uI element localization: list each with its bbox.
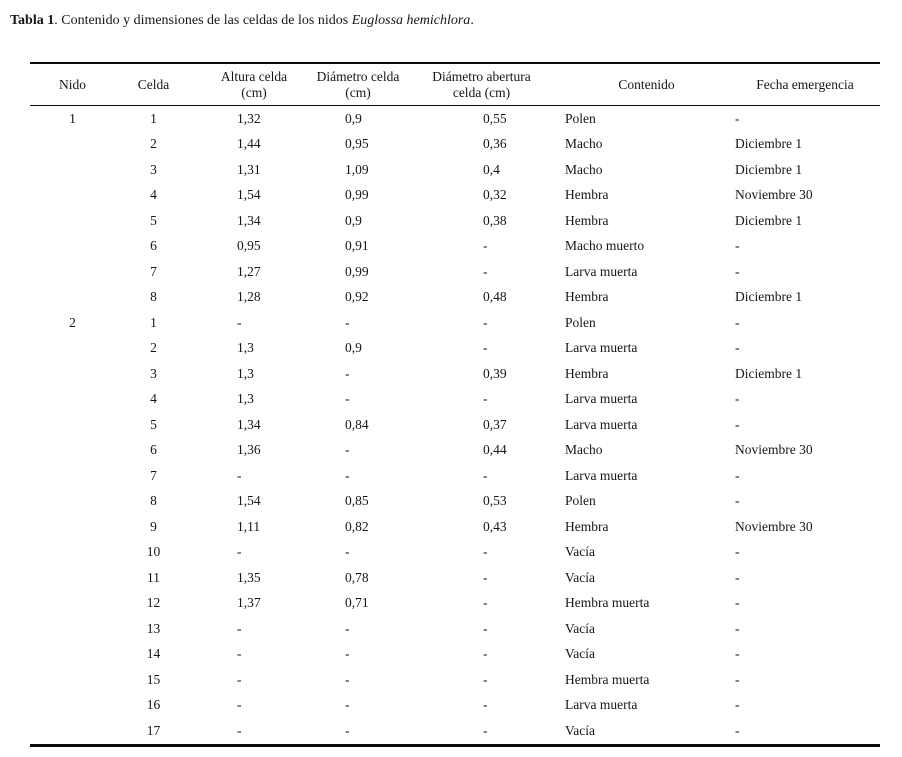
cell-abertura: - xyxy=(483,697,488,713)
cell-fecha: Diciembre 1 xyxy=(735,212,803,228)
cell-celda: 4 xyxy=(150,187,157,203)
cell-diametro: 0,78 xyxy=(345,569,369,585)
cell-contenido: Larva muerta xyxy=(565,697,638,713)
column-header-line: Diámetro celda xyxy=(316,68,400,84)
cell-altura: 1,27 xyxy=(237,263,261,279)
cell-altura: 1,28 xyxy=(237,289,261,305)
cell-altura: - xyxy=(237,671,242,687)
cell-celda: 7 xyxy=(150,467,157,483)
cell-abertura: 0,55 xyxy=(483,110,507,126)
cell-contenido: Hembra xyxy=(565,518,609,534)
cell-abertura: - xyxy=(483,544,488,560)
cell-celda: 14 xyxy=(146,646,161,662)
table-row xyxy=(30,616,880,642)
column-header-contenido xyxy=(563,63,730,106)
cell-diametro: 0,85 xyxy=(345,493,369,509)
cell-celda: 6 xyxy=(150,442,157,458)
cell-diametro: - xyxy=(345,365,350,381)
column-header-altura xyxy=(192,63,316,106)
cell-nido xyxy=(30,591,115,617)
cell-diametro: 0,99 xyxy=(345,187,369,203)
cell-diametro: - xyxy=(345,391,350,407)
column-header-fecha xyxy=(730,63,880,106)
cell-fecha: - xyxy=(735,416,740,432)
table-row xyxy=(30,234,880,260)
cell-celda: 15 xyxy=(146,671,161,687)
cell-fecha: Diciembre 1 xyxy=(735,365,803,381)
cell-diametro: 0,99 xyxy=(345,263,369,279)
cell-contenido: Macho muerto xyxy=(565,238,645,254)
cell-nido xyxy=(30,234,115,260)
table-row xyxy=(30,565,880,591)
cell-fecha: Noviembre 30 xyxy=(735,442,813,458)
cell-nido xyxy=(30,718,115,745)
cell-abertura: - xyxy=(483,238,488,254)
cell-fecha: - xyxy=(735,340,740,356)
cell-contenido: Hembra xyxy=(565,365,609,381)
cell-altura: 1,54 xyxy=(237,493,261,509)
cell-altura: 0,95 xyxy=(237,238,261,254)
cell-diametro: - xyxy=(345,620,350,636)
column-header-line: Fecha emergencia xyxy=(756,76,854,92)
cell-nido: 2 xyxy=(69,314,76,330)
table-row xyxy=(30,540,880,566)
cell-altura: - xyxy=(237,722,242,738)
table-row xyxy=(30,718,880,745)
cell-altura: 1,3 xyxy=(237,365,254,381)
cell-abertura: - xyxy=(483,671,488,687)
column-header-celda xyxy=(115,63,192,106)
cell-celda: 4 xyxy=(150,391,157,407)
cell-nido xyxy=(30,693,115,719)
table-header xyxy=(30,63,880,106)
cell-celda: 8 xyxy=(150,289,157,305)
cell-abertura: 0,38 xyxy=(483,212,507,228)
cell-celda: 16 xyxy=(146,697,161,713)
cell-celda: 1 xyxy=(150,314,157,330)
cell-contenido: Polen xyxy=(565,493,596,509)
cell-nido xyxy=(30,259,115,285)
table-row xyxy=(30,285,880,311)
cell-fecha: - xyxy=(735,544,740,560)
cell-abertura: 0,43 xyxy=(483,518,507,534)
cell-fecha: - xyxy=(735,467,740,483)
cell-celda: 11 xyxy=(147,569,160,585)
cell-celda: 2 xyxy=(150,136,157,152)
cell-contenido: Macho xyxy=(565,161,603,177)
cell-diametro: 0,9 xyxy=(345,340,362,356)
cell-nido xyxy=(30,157,115,183)
cell-diametro: 0,9 xyxy=(345,212,362,228)
cell-altura: 1,32 xyxy=(237,110,261,126)
cell-contenido: Vacía xyxy=(565,569,595,585)
cell-celda: 13 xyxy=(146,620,161,636)
cell-contenido: Hembra xyxy=(565,212,609,228)
cell-abertura: 0,4 xyxy=(483,161,500,177)
column-header-line: celda (cm) xyxy=(452,84,511,100)
table-row xyxy=(30,642,880,668)
cell-nido xyxy=(30,565,115,591)
cell-celda: 12 xyxy=(146,595,161,611)
cell-contenido: Larva muerta xyxy=(565,391,638,407)
cell-contenido: Vacía xyxy=(565,544,595,560)
table-caption-text: . Contenido y dimensiones de las celdas de los nidos xyxy=(54,13,352,28)
cell-altura: 1,36 xyxy=(237,442,261,458)
cell-altura: - xyxy=(237,467,242,483)
cell-diametro: - xyxy=(345,722,350,738)
cell-fecha: Noviembre 30 xyxy=(735,187,813,203)
cell-nido xyxy=(30,132,115,158)
table-header-row xyxy=(30,63,880,106)
table-row xyxy=(30,259,880,285)
cell-fecha: Diciembre 1 xyxy=(735,161,803,177)
cell-altura: 1,54 xyxy=(237,187,261,203)
cell-contenido: Hembra xyxy=(565,289,609,305)
cell-altura: - xyxy=(237,697,242,713)
cell-diametro: - xyxy=(345,646,350,662)
cell-diametro: - xyxy=(345,467,350,483)
table-row xyxy=(30,106,880,132)
cell-diametro: 0,82 xyxy=(345,518,369,534)
cell-diametro: 0,9 xyxy=(345,110,362,126)
cell-contenido: Polen xyxy=(565,314,596,330)
cell-celda: 1 xyxy=(150,110,157,126)
cell-contenido: Larva muerta xyxy=(565,416,638,432)
cell-fecha: - xyxy=(735,391,740,407)
column-header-line: (cm) xyxy=(241,84,267,100)
cell-fecha: - xyxy=(735,569,740,585)
cell-fecha: Diciembre 1 xyxy=(735,289,803,305)
column-header-line: Celda xyxy=(137,76,170,92)
cell-abertura: - xyxy=(483,722,488,738)
cell-contenido: Larva muerta xyxy=(565,467,638,483)
cell-diametro: 0,84 xyxy=(345,416,369,432)
cell-fecha: - xyxy=(735,110,740,126)
table-row xyxy=(30,412,880,438)
cell-fecha: - xyxy=(735,263,740,279)
cell-abertura: - xyxy=(483,263,488,279)
cell-nido xyxy=(30,463,115,489)
table-row xyxy=(30,208,880,234)
cell-diametro: 0,91 xyxy=(345,238,369,254)
cell-altura: - xyxy=(237,314,242,330)
cell-fecha: - xyxy=(735,722,740,738)
table-body xyxy=(30,106,880,746)
cell-contenido: Larva muerta xyxy=(565,340,638,356)
cell-fecha: - xyxy=(735,671,740,687)
table-row xyxy=(30,667,880,693)
cell-altura: 1,35 xyxy=(237,569,261,585)
table-row xyxy=(30,693,880,719)
cell-contenido: Macho xyxy=(565,442,603,458)
column-header-abertura xyxy=(400,63,563,106)
cell-abertura: 0,39 xyxy=(483,365,507,381)
cell-nido xyxy=(30,361,115,387)
cell-fecha: - xyxy=(735,314,740,330)
cell-abertura: - xyxy=(483,646,488,662)
cell-abertura: - xyxy=(483,467,488,483)
column-header-line: Contenido xyxy=(618,76,675,92)
cell-nido xyxy=(30,412,115,438)
cell-fecha: - xyxy=(735,493,740,509)
table-caption-species: Euglossa hemichlora xyxy=(351,13,471,28)
cell-celda: 3 xyxy=(150,365,157,381)
table-row xyxy=(30,387,880,413)
cell-altura: 1,34 xyxy=(237,212,261,228)
cell-fecha: - xyxy=(735,646,740,662)
cell-abertura: 0,53 xyxy=(483,493,507,509)
cell-fecha: Noviembre 30 xyxy=(735,518,813,534)
cell-nido xyxy=(30,285,115,311)
cell-nido xyxy=(30,489,115,515)
cell-altura: - xyxy=(237,544,242,560)
cell-altura: - xyxy=(237,646,242,662)
cell-altura: 1,11 xyxy=(237,518,261,534)
cell-contenido: Vacía xyxy=(565,646,595,662)
cell-fecha: - xyxy=(735,595,740,611)
cell-contenido: Macho xyxy=(565,136,603,152)
cell-abertura: - xyxy=(483,620,488,636)
table-row xyxy=(30,438,880,464)
cell-celda: 5 xyxy=(150,212,157,228)
cell-contenido: Hembra muerta xyxy=(565,595,650,611)
cell-nido xyxy=(30,438,115,464)
table-row xyxy=(30,514,880,540)
cell-nido xyxy=(30,208,115,234)
cell-contenido: Hembra muerta xyxy=(565,671,650,687)
table-caption-label: Tabla 1 xyxy=(10,13,55,28)
column-header-nido xyxy=(30,63,115,106)
column-header-line: Nido xyxy=(59,76,86,92)
cell-abertura: 0,44 xyxy=(483,442,507,458)
cell-diametro: - xyxy=(345,544,350,560)
cell-abertura: 0,48 xyxy=(483,289,507,305)
cell-diametro: 1,09 xyxy=(345,161,369,177)
table-caption-period: . xyxy=(470,13,474,28)
cell-fecha: - xyxy=(735,238,740,254)
cell-celda: 17 xyxy=(146,722,161,738)
table-row xyxy=(30,361,880,387)
cell-altura: 1,37 xyxy=(237,595,261,611)
cell-contenido: Hembra xyxy=(565,187,609,203)
cell-celda: 5 xyxy=(150,416,157,432)
cell-diametro: - xyxy=(345,697,350,713)
cell-nido xyxy=(30,183,115,209)
cell-nido: 1 xyxy=(69,110,76,126)
cell-fecha: - xyxy=(735,620,740,636)
cell-diametro: 0,95 xyxy=(345,136,369,152)
cell-celda: 3 xyxy=(150,161,157,177)
cell-celda: 7 xyxy=(150,263,157,279)
cell-altura: 1,3 xyxy=(237,391,254,407)
table-row xyxy=(30,183,880,209)
cell-contenido: Vacía xyxy=(565,620,595,636)
cell-abertura: - xyxy=(483,391,488,407)
cell-fecha: Diciembre 1 xyxy=(735,136,803,152)
cell-altura: 1,3 xyxy=(237,340,254,356)
table-caption xyxy=(10,12,474,30)
cell-nido xyxy=(30,336,115,362)
column-header-line: Altura celda xyxy=(220,68,288,84)
cell-diametro: 0,71 xyxy=(345,595,369,611)
cell-nido xyxy=(30,616,115,642)
cell-contenido: Larva muerta xyxy=(565,263,638,279)
cell-altura: 1,44 xyxy=(237,136,261,152)
cell-nido xyxy=(30,514,115,540)
cell-celda: 10 xyxy=(146,544,161,560)
cell-abertura: - xyxy=(483,569,488,585)
cell-nido xyxy=(30,642,115,668)
cell-celda: 9 xyxy=(150,518,157,534)
cell-diametro: - xyxy=(345,314,350,330)
cell-altura: 1,34 xyxy=(237,416,261,432)
table-row xyxy=(30,591,880,617)
column-header-line: Diámetro abertura xyxy=(432,68,531,84)
cell-fecha: - xyxy=(735,697,740,713)
cell-abertura: - xyxy=(483,340,488,356)
cell-contenido: Vacía xyxy=(565,722,595,738)
table-row xyxy=(30,463,880,489)
table-row xyxy=(30,132,880,158)
cell-celda: 8 xyxy=(150,493,157,509)
cell-nido xyxy=(30,387,115,413)
cell-diametro: - xyxy=(345,442,350,458)
cell-altura: 1,31 xyxy=(237,161,261,177)
cell-diametro: 0,92 xyxy=(345,289,369,305)
cell-abertura: 0,32 xyxy=(483,187,507,203)
cell-celda: 6 xyxy=(150,238,157,254)
cell-celda: 2 xyxy=(150,340,157,356)
cell-diametro: - xyxy=(345,671,350,687)
cell-abertura: 0,37 xyxy=(483,416,507,432)
cells-data-table xyxy=(30,62,880,747)
table-row xyxy=(30,157,880,183)
table-row xyxy=(30,489,880,515)
cell-contenido: Polen xyxy=(565,110,596,126)
cell-nido xyxy=(30,540,115,566)
column-header-diametro xyxy=(316,63,400,106)
table-row xyxy=(30,310,880,336)
table-row xyxy=(30,336,880,362)
cell-altura: - xyxy=(237,620,242,636)
cell-abertura: 0,36 xyxy=(483,136,507,152)
cell-abertura: - xyxy=(483,314,488,330)
column-header-line: (cm) xyxy=(345,84,371,100)
cell-nido xyxy=(30,667,115,693)
cell-abertura: - xyxy=(483,595,488,611)
